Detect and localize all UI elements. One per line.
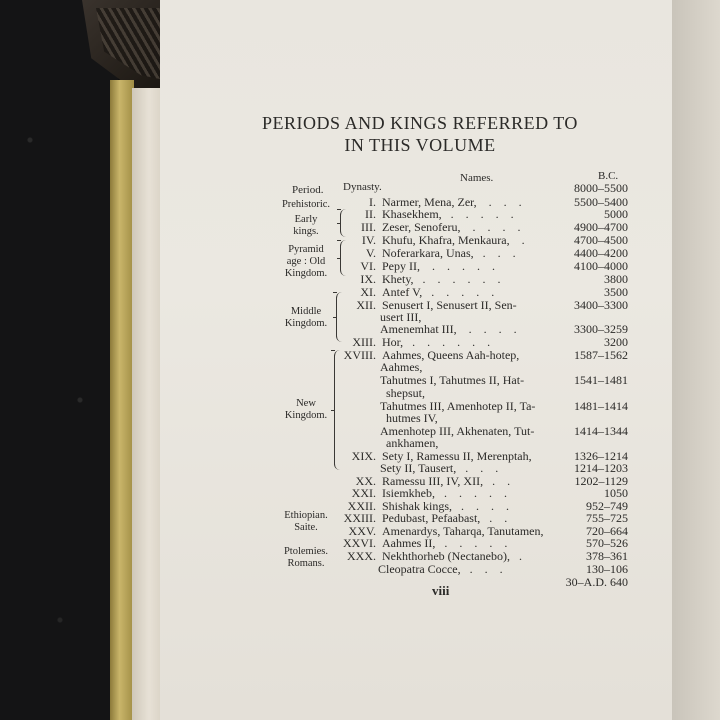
names-cell: Tahutmes I, Tahutmes II, Hat- [380,373,525,387]
header-names: Names. [460,172,494,184]
years-cell: 3500 [604,285,628,299]
years-cell: 1214–1203 [574,461,628,475]
period-ethiopian: Ethiopian. [284,510,328,521]
period-early-kings: Early kings. [293,214,319,237]
names-cell: shepsut, [386,386,425,400]
dynasty-cell: XIX. [351,449,376,463]
years-cell: 1414–1344 [574,424,628,438]
years-cell: 3300–3259 [574,322,628,336]
years-cell: 3800 [604,272,628,286]
names-cell: Khasekhem, . . . . . [382,207,514,221]
years-cell: 1050 [604,486,628,500]
names-cell: Aahmes, [380,360,423,374]
names-cell: Noferarkara, Unas, . . . [382,246,516,260]
years-cell: 130–106 [586,562,628,576]
header-period: Period. [292,184,324,196]
years-cell: 5500–5400 [574,195,628,209]
years-cell: 3400–3300 [574,298,628,312]
period-middle-kingdom: Middle Kingdom. [284,306,328,329]
dynasty-cell: XX. [355,474,376,488]
dynasty-cell: III. [361,220,376,234]
dark-background [0,0,118,720]
names-cell: Pepy II, . . . . . [382,259,495,273]
names-cell: Senusert I, Senusert II, Sen- [382,298,517,312]
dynasty-cell: II. [365,207,376,221]
period-saite: Saite. [294,522,318,533]
dynasty-cell: IX. [360,272,376,286]
years-cell: 5000 [604,207,628,221]
names-cell: ankhamen, [386,436,439,450]
dynasty-cell: V. [365,246,376,260]
years-cell: 4900–4700 [574,220,628,234]
years-cell: 1326–1214 [574,449,628,463]
title-line-1: PERIODS AND KINGS REFERRED TO [262,113,578,133]
names-cell: Ramessu III, IV, XII, . . [382,474,511,488]
names-cell: Cleopatra Cocce, . . . [378,562,503,576]
dynasty-cell: XXI. [351,486,376,500]
period-ptolemies: Ptolemies. [283,546,329,557]
years-cell: 720–664 [586,524,628,538]
names-cell: Nekhthorheb (Nectanebo), . [382,549,522,563]
years-cell: 30–A.D. 640 [565,575,628,589]
period-prehistoric: Prehistoric. [281,199,331,210]
years-cell: 755–725 [586,511,628,525]
header-dynasty: Dynasty. [343,181,382,193]
names-cell: Hor, . . . . . . [382,335,491,349]
names-cell: Zeser, Senoferu, . . . . [382,220,521,234]
dynasty-cell: XXIII. [343,511,376,525]
title-line-2: IN THIS VOLUME [344,135,496,155]
years-cell: 1587–1562 [574,348,628,362]
names-cell: Pedubast, Pefaabast, . . [382,511,508,525]
dynasty-cell: XXX. [347,549,376,563]
names-cell: Shishak kings, . . . . [382,499,510,513]
period-pyramid-age: Pyramid age : Old Kingdom. [284,244,328,279]
years-cell: 4700–4500 [574,233,628,247]
dynasty-cell: I. [369,195,376,209]
years-cell: 1202–1129 [574,474,628,488]
names-cell: Khufu, Khafra, Menkaura, . [382,233,525,247]
page-number: viii [432,583,450,598]
names-cell: Aahmes II, . . . . . [382,536,508,550]
names-cell: Narmer, Mena, Zer, . . . [382,195,522,209]
names-cell: Aahmes, Queens Aah-hotep, [382,348,520,362]
dynasty-cell: XII. [356,298,376,312]
years-cell: 1481–1414 [574,399,628,413]
page-edge-right [672,0,720,720]
dynasty-cell: XIII. [352,335,376,349]
header-bc: B.C. [598,170,619,182]
dynasty-cell: XXV. [348,524,376,538]
names-cell: Amenardys, Taharqa, Tanutamen, [382,524,544,538]
years-cell: 378–361 [586,549,628,563]
dynasty-cell: VI. [360,259,376,273]
names-cell: Sety II, Tausert, . . . [380,461,499,475]
dynasty-cell: XI. [360,285,376,299]
page-title [220,112,620,156]
names-cell: usert III, [380,310,422,324]
dynasty-cell: XVIII. [343,348,376,362]
years-cell: 952–749 [586,499,628,513]
period-new-kingdom: New Kingdom. [284,398,328,421]
dynasty-cell: XXVI. [343,536,376,550]
years-cell: 8000–5500 [574,181,628,195]
names-cell: Amenemhat III, . . . . [380,322,517,336]
names-cell: Tahutmes III, Amenhotep II, Ta- [380,399,536,413]
names-cell: Antef V, . . . . . [382,285,495,299]
book-cover-edge [110,80,134,720]
names-cell: Isiemkheb, . . . . . [382,486,507,500]
years-cell: 3200 [604,335,628,349]
dynasty-cell: XXII. [347,499,376,513]
years-cell: 570–526 [586,536,628,550]
years-cell: 4100–4000 [574,259,628,273]
years-cell: 1541–1481 [574,373,628,387]
names-cell: Sety I, Ramessu II, Merenptah, [382,449,532,463]
period-romans: Romans. [287,558,325,569]
names-cell: hutmes IV, [386,411,438,425]
names-cell: Amenhotep III, Akhenaten, Tut- [380,424,535,438]
book-page [160,0,672,720]
years-cell: 4400–4200 [574,246,628,260]
dynasty-cell: IV. [361,233,376,247]
names-cell: Khety, . . . . . . [382,272,501,286]
